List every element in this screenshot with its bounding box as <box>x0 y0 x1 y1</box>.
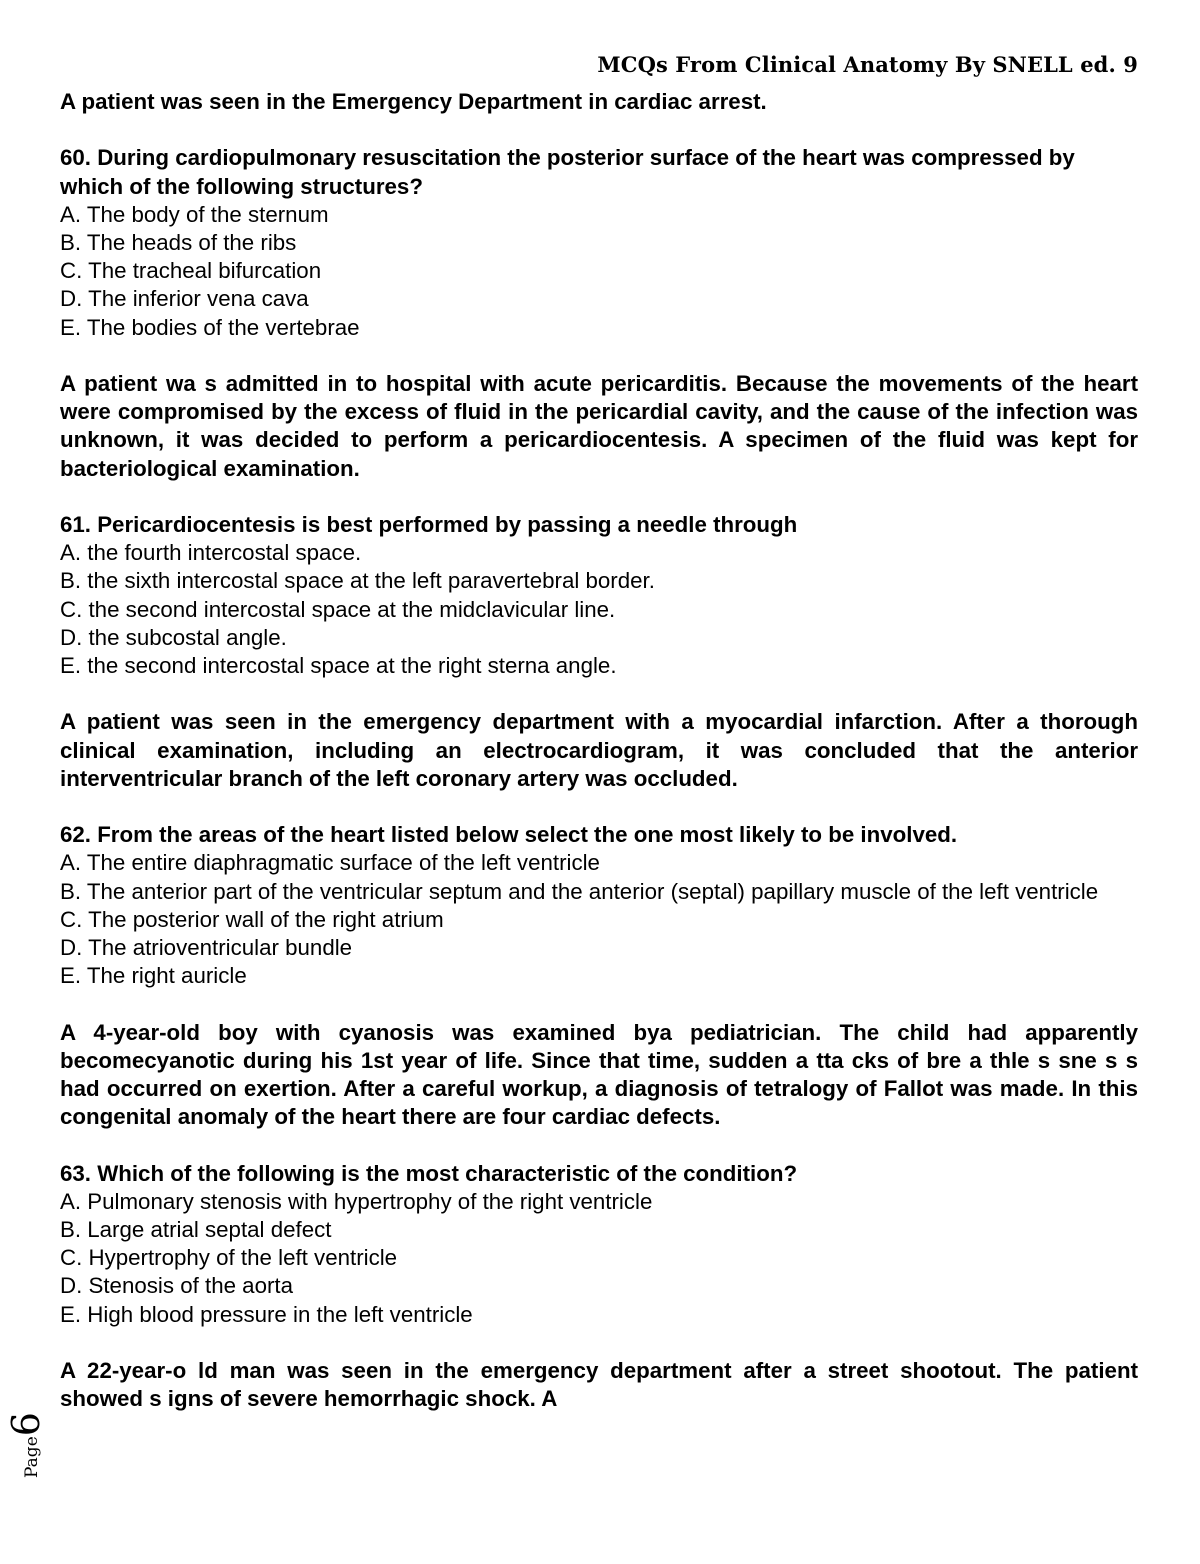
scenario-text: A patient was seen in the emergency department with a myocardial infarction. After a thorough clinical examination, including an electrocardiogram, it was concluded that the anterior interventricular branch of the left coronary artery was occluded. <box>60 709 1138 791</box>
question-block-63 <box>60 1019 1138 1329</box>
option-a: A. Pulmonary stenosis with hypertrophy of the right ventricle <box>60 1188 653 1214</box>
question-63-stem: 63. Which of the following is the most characteristic of the condition? <box>60 1160 798 1186</box>
spacer <box>60 342 1138 370</box>
spacer <box>60 483 1138 511</box>
page-word: Page <box>22 1436 42 1478</box>
option-c: C. The tracheal bifurcation <box>60 258 322 284</box>
spacer <box>60 680 1138 708</box>
question-block-62 <box>60 708 1138 990</box>
option-d: D. Stenosis of the aorta <box>60 1273 294 1299</box>
option-d: D. the subcostal angle. <box>60 624 287 650</box>
option-a: A. The body of the sternum <box>60 201 329 227</box>
page-content <box>60 88 1138 1413</box>
option-e: E. the second intercostal space at the right sterna angle. <box>60 653 617 679</box>
question-block-60 <box>60 88 1138 342</box>
option-a: A. The entire diaphragmatic surface of the left ventricle <box>60 850 600 876</box>
option-b: B. Large atrial septal defect <box>60 1217 332 1243</box>
option-e: E. The bodies of the vertebrae <box>60 314 360 340</box>
question-60-stem: 60. During cardiopulmonary resuscitation the posterior surface of the heart was compressed by which of the following structures? <box>60 145 1075 199</box>
scenario-text: A patient wa s admitted in to hospital with acute pericarditis. Because the movements of the heart were compromised by the excess of fluid in the pericardial cavity, and the cause of the infection was unknown, it was decided to perform a pericardiocentesis. A specimen of the fluid was kept for bacteriological examination. <box>60 371 1138 481</box>
option-d: D. The atrioventricular bundle <box>60 935 353 961</box>
page-number-label <box>4 1412 48 1478</box>
page-number: 6 <box>4 1412 48 1437</box>
option-c: C. Hypertrophy of the left ventricle <box>60 1245 398 1271</box>
option-a: A. the fourth intercostal space. <box>60 540 362 566</box>
option-e: E. High blood pressure in the left ventricle <box>60 1301 473 1327</box>
option-b: B. The anterior part of the ventricular septum and the anterior (septal) papillary muscle of the left ventricle <box>60 878 1099 904</box>
spacer <box>60 793 1138 821</box>
question-61-stem: 61. Pericardiocentesis is best performed by passing a needle through <box>60 512 798 537</box>
option-b: B. The heads of the ribs <box>60 230 297 255</box>
option-c: C. the second intercostal space at the midclavicular line. <box>60 596 616 622</box>
question-62-stem: 62. From the areas of the heart listed below select the one most likely to be involved. <box>60 822 958 848</box>
spacer <box>60 1131 1138 1159</box>
question-block-64 <box>60 1357 1138 1413</box>
option-b: B. the sixth intercostal space at the left paravertebral border. <box>60 568 655 594</box>
spacer <box>60 1329 1138 1357</box>
scenario-text: A patient was seen in the Emergency Department in cardiac arrest. <box>60 89 767 114</box>
question-block-61 <box>60 370 1138 680</box>
spacer <box>60 116 1138 144</box>
document-header-title: MCQs From Clinical Anatomy By SNELL ed. 9 <box>597 52 1138 77</box>
option-d: D. The inferior vena cava <box>60 286 309 312</box>
scenario-text: A 22-year-o ld man was seen in the emergency department after a street shootout. The patient showed s igns of severe hemorrhagic shock. A <box>60 1358 1138 1412</box>
option-e: E. The right auricle <box>60 963 247 989</box>
spacer <box>60 990 1138 1018</box>
option-c: C. The posterior wall of the right atrium <box>60 906 444 932</box>
scenario-text: A 4-year-old boy with cyanosis was examined bya pediatrician. The child had apparently becomecyanotic during his 1st year of life. Since that time, sudden a tta cks of bre a thle s sne s s had occurred on exertion. After a careful workup, a diagnosis of tetralogy of Fallot was made. In this congenital anomaly of the heart there are four cardiac defects. <box>60 1019 1138 1130</box>
